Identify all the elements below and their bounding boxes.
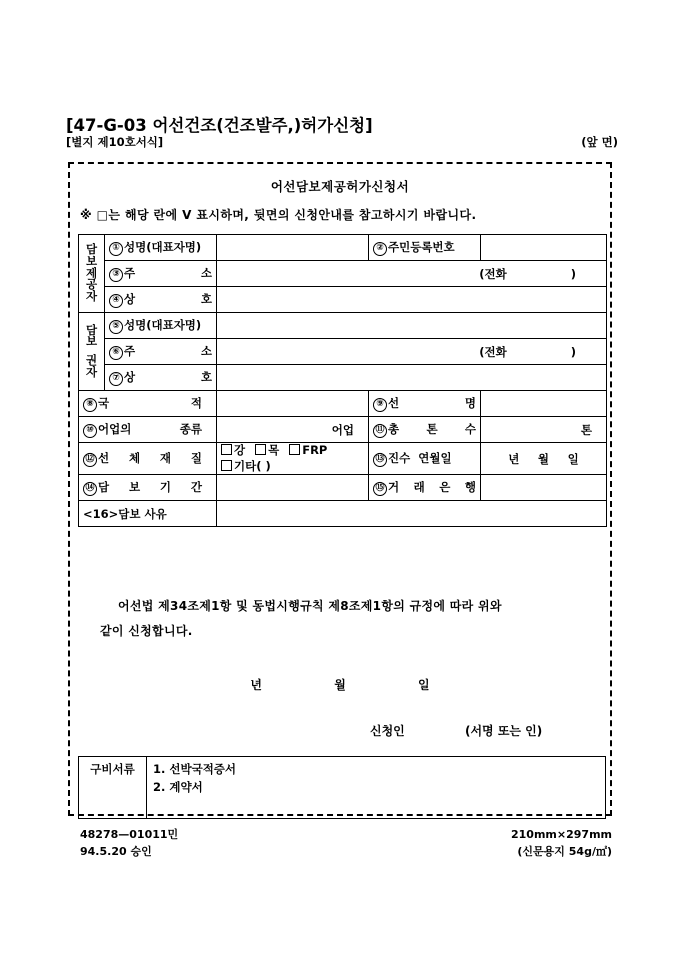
label-text: 선 bbox=[388, 396, 400, 410]
input-vessel-name[interactable] bbox=[481, 391, 607, 417]
attachments-table bbox=[78, 756, 606, 819]
year-label: 년 bbox=[508, 451, 520, 466]
provider-vertical-label: 담 보 제 공 자 bbox=[79, 235, 105, 313]
label-vessel-name bbox=[369, 391, 481, 417]
label-text: 래 bbox=[413, 480, 425, 495]
field-number-6: ⑥ bbox=[109, 346, 123, 360]
input-collateral-reason[interactable] bbox=[217, 501, 607, 527]
label-text: 보 bbox=[128, 480, 141, 495]
label-text: 호 bbox=[200, 292, 212, 306]
label-text: 총 bbox=[388, 422, 400, 436]
label-launch-date bbox=[369, 443, 481, 475]
label-text: 수 bbox=[464, 422, 476, 436]
holder-vertical-label: 담 보 권 자 bbox=[79, 313, 105, 391]
input-holder-name[interactable] bbox=[217, 313, 607, 339]
checkbox-icon bbox=[289, 444, 300, 455]
field-number-11: ⑪ bbox=[373, 424, 387, 438]
input-launch-date[interactable] bbox=[481, 443, 607, 475]
label-provider-rrn bbox=[369, 235, 481, 261]
label-text: 명 bbox=[464, 396, 476, 410]
input-provider-rrn[interactable] bbox=[481, 235, 607, 261]
label-text: 종류 bbox=[179, 422, 202, 436]
table-row bbox=[79, 339, 607, 365]
label-gross-tonnage bbox=[369, 417, 481, 443]
footer-paper-size: 210mm×297mm bbox=[511, 828, 612, 841]
applicant-table bbox=[78, 234, 607, 527]
input-fishery-type[interactable] bbox=[217, 417, 369, 443]
day-label: 일 bbox=[417, 678, 430, 692]
input-gross-tonnage[interactable] bbox=[481, 417, 607, 443]
field-number-8: ⑧ bbox=[83, 398, 97, 412]
form-title: 어선담보제공허가신청서 bbox=[270, 179, 410, 194]
checkbox-label: 강 bbox=[234, 443, 246, 457]
checkbox-icon bbox=[221, 444, 232, 455]
label-text: 질 bbox=[190, 451, 202, 466]
label-text: 성명(대표자명) bbox=[124, 240, 202, 254]
form-number: [별지 제10호서식] bbox=[66, 135, 164, 149]
label-collateral-period bbox=[79, 475, 217, 501]
tonnage-unit: 톤 bbox=[580, 422, 592, 437]
field-number-7: ⑦ bbox=[109, 372, 123, 386]
label-text: 담 bbox=[98, 480, 110, 495]
hull-material-row-1 bbox=[221, 443, 364, 459]
fishery-unit: 어업 bbox=[331, 422, 354, 437]
statement-line-2: 같이 신청합니다. bbox=[100, 623, 193, 638]
list-item-spacer bbox=[153, 797, 599, 815]
table-row bbox=[79, 443, 607, 475]
attachments-list bbox=[147, 757, 606, 819]
checkbox-steel[interactable] bbox=[221, 443, 245, 459]
label-text: 행 bbox=[464, 480, 476, 495]
label-text: 호 bbox=[200, 370, 212, 384]
label-text: 기 bbox=[159, 480, 172, 495]
input-holder-address[interactable] bbox=[217, 339, 607, 365]
checkbox-label: FRP bbox=[302, 443, 328, 457]
label-bank bbox=[369, 475, 481, 501]
table-row bbox=[79, 287, 607, 313]
field-number-9: ⑨ bbox=[373, 398, 387, 412]
input-provider-address[interactable] bbox=[217, 261, 607, 287]
checkbox-label: 기타( ) bbox=[234, 458, 271, 473]
label-text: 상 bbox=[124, 370, 136, 384]
launch-date-ymd bbox=[485, 451, 602, 467]
table-row bbox=[79, 261, 607, 287]
field-number-14: ⑭ bbox=[83, 482, 97, 496]
month-label: 월 bbox=[537, 451, 550, 466]
table-row bbox=[79, 313, 607, 339]
footer-right bbox=[511, 826, 612, 860]
label-text: 은 bbox=[439, 480, 451, 495]
label-text: 체 bbox=[128, 451, 141, 466]
label-text: 재 bbox=[159, 451, 172, 466]
list-item: 2. 계약서 bbox=[153, 779, 203, 794]
footer-approval-date: 94.5.20 승인 bbox=[80, 845, 152, 859]
label-text: 주 bbox=[124, 344, 136, 358]
label-holder-tradename bbox=[105, 365, 217, 391]
statement-line-1: 어선법 제34조제1항 및 동법시행규칙 제8조제1항의 규정에 따라 위와 bbox=[118, 599, 502, 613]
input-provider-name[interactable] bbox=[217, 235, 369, 261]
hull-material-row-2 bbox=[221, 459, 364, 475]
label-text: 간 bbox=[190, 480, 202, 495]
checkbox-wood[interactable] bbox=[255, 443, 279, 459]
checkbox-icon bbox=[221, 460, 232, 471]
table-row bbox=[79, 475, 607, 501]
field-number-2: ② bbox=[373, 242, 387, 256]
table-row bbox=[79, 235, 607, 261]
table-row bbox=[79, 501, 607, 527]
checkbox-other[interactable] bbox=[221, 459, 271, 475]
label-provider-tradename bbox=[105, 287, 217, 313]
label-holder-name bbox=[105, 313, 217, 339]
field-number-3: ③ bbox=[109, 268, 123, 282]
checkbox-icon bbox=[255, 444, 266, 455]
label-text: 톤 bbox=[426, 422, 438, 436]
field-number-10: ⑩ bbox=[83, 424, 97, 438]
label-collateral-reason: <16>담보 사유 bbox=[79, 501, 217, 527]
input-holder-tradename[interactable] bbox=[217, 365, 607, 391]
form-notice: ※ □는 해당 란에 V 표시하며, 뒷면의 신청안내를 참고하시기 바랍니다. bbox=[80, 208, 477, 222]
field-number-13: ⑬ bbox=[373, 453, 387, 467]
label-text: 주민등록번호 bbox=[388, 240, 455, 254]
field-number-1: ① bbox=[109, 242, 123, 256]
footer-doc-number: 48278—01011민 bbox=[80, 828, 179, 841]
label-text: 상 bbox=[124, 292, 136, 306]
label-text: 진수 bbox=[388, 451, 411, 466]
footer-left bbox=[80, 826, 178, 860]
table-row bbox=[79, 365, 607, 391]
label-text: 선 bbox=[98, 451, 110, 466]
table-row bbox=[79, 757, 606, 819]
label-provider-address bbox=[105, 261, 217, 287]
label-nationality bbox=[79, 391, 217, 417]
field-number-15: ⑮ bbox=[373, 482, 387, 496]
label-text: 거 bbox=[388, 480, 400, 495]
input-bank[interactable] bbox=[481, 475, 607, 501]
attachments-label: 구비서류 bbox=[79, 757, 147, 819]
day-label: 일 bbox=[567, 451, 579, 466]
label-text: 주 bbox=[124, 266, 136, 280]
page-side-mark: (앞 면) bbox=[581, 135, 618, 149]
form-frame-inner bbox=[70, 164, 610, 814]
signature-line bbox=[70, 722, 610, 739]
label-text: 소 bbox=[200, 344, 212, 358]
list-item: 1. 선박국적증서 bbox=[153, 762, 237, 776]
input-provider-tradename[interactable] bbox=[217, 287, 607, 313]
document-code: [47-G-03 어선건조(건조발주,)허가신청] bbox=[66, 116, 373, 135]
form-frame bbox=[68, 162, 612, 816]
table-row bbox=[79, 417, 607, 443]
legal-statement bbox=[100, 594, 580, 643]
month-label: 월 bbox=[334, 678, 346, 692]
label-text: 성명(대표자명) bbox=[124, 318, 202, 332]
table-row bbox=[79, 391, 607, 417]
label-fishery-type bbox=[79, 417, 217, 443]
field-number-4: ④ bbox=[109, 294, 123, 308]
holder-phone-hint: (전화 ) bbox=[479, 344, 576, 359]
field-number-12: ⑫ bbox=[83, 453, 97, 467]
label-holder-address bbox=[105, 339, 217, 365]
label-text: 적 bbox=[190, 396, 202, 410]
checkbox-frp[interactable] bbox=[289, 443, 327, 459]
input-collateral-period[interactable] bbox=[217, 475, 369, 501]
applicant-label: 신청인 bbox=[370, 724, 405, 738]
year-label: 년 bbox=[250, 678, 263, 692]
label-text: 연월일 bbox=[418, 451, 452, 466]
input-nationality[interactable] bbox=[217, 391, 369, 417]
label-text: 소 bbox=[200, 266, 212, 280]
signature-seal-label: (서명 또는 인) bbox=[464, 724, 543, 738]
label-text: 국 bbox=[98, 396, 110, 410]
provider-phone-hint: (전화 ) bbox=[479, 266, 576, 281]
label-provider-name bbox=[105, 235, 217, 261]
checkbox-label: 목 bbox=[268, 443, 280, 457]
hull-material-options bbox=[217, 443, 369, 475]
label-hull-material bbox=[79, 443, 217, 475]
submission-date-line bbox=[70, 676, 610, 693]
footer-paper-type: (신문용지 54g/㎡) bbox=[517, 845, 612, 859]
label-text: 어업의 bbox=[98, 422, 132, 436]
field-number-5: ⑤ bbox=[109, 320, 123, 334]
